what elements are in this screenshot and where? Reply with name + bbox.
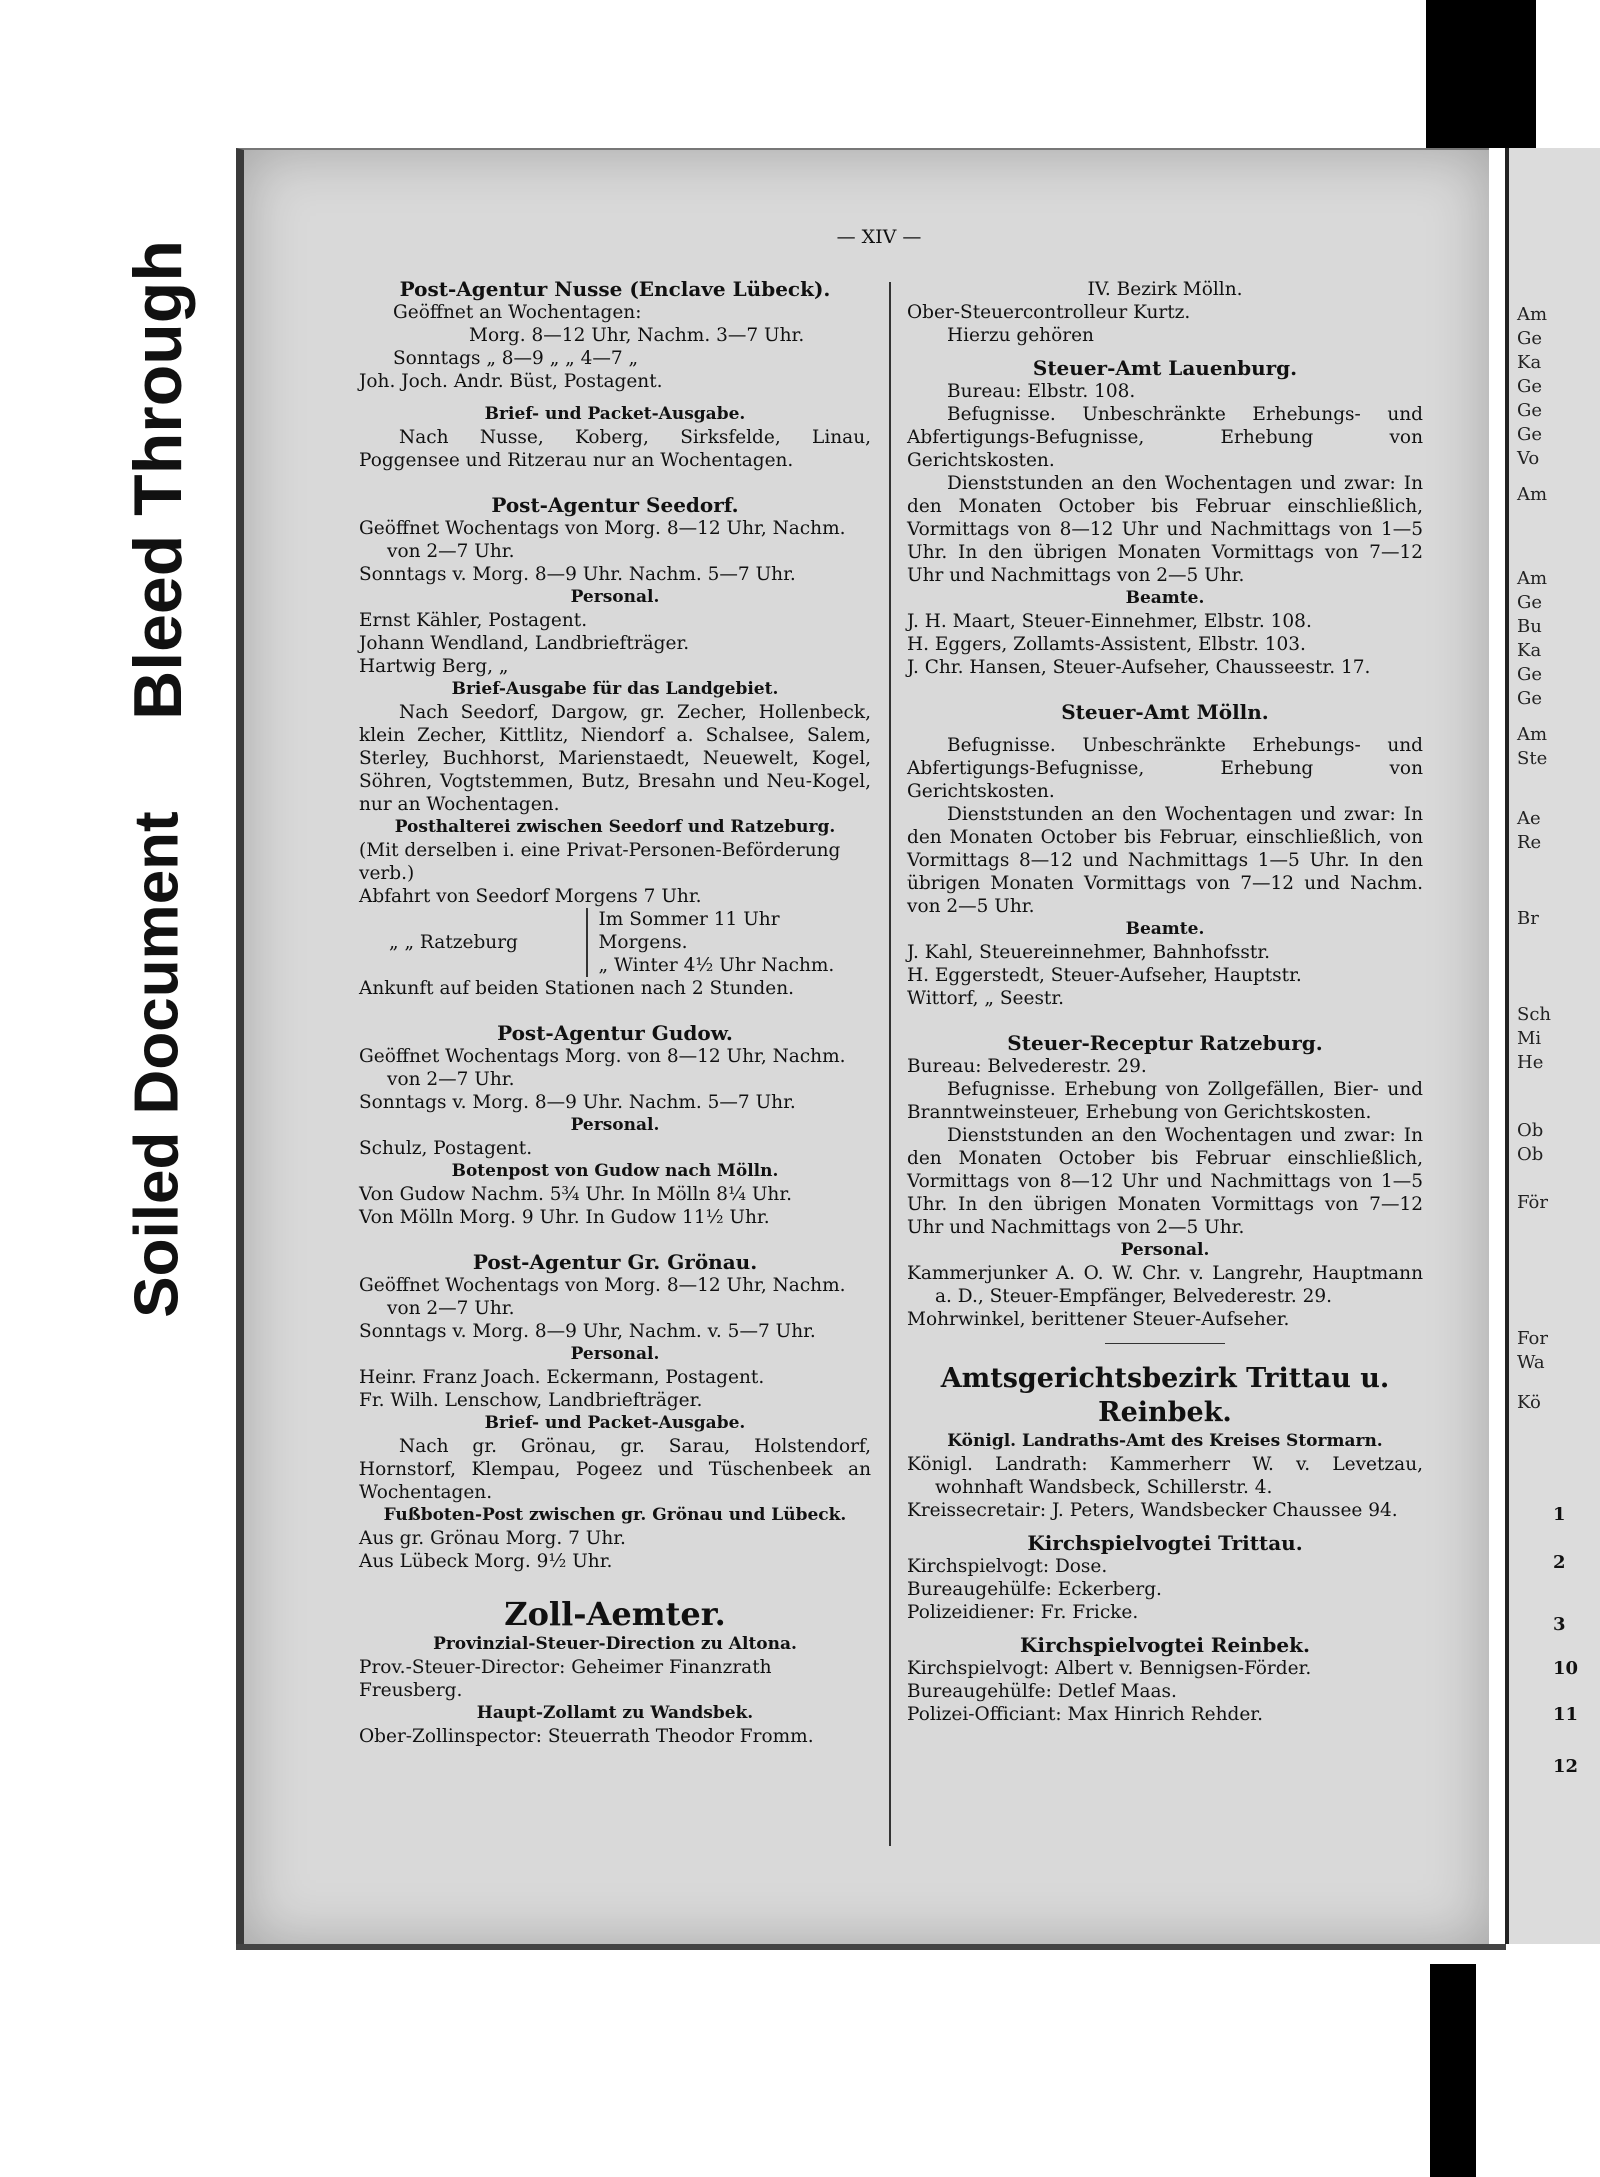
divider-rule [1105, 1343, 1225, 1344]
text-line: Königl. Landrath: Kammerherr W. v. Levetzau, wohnhaft Wandsbeck, Schillerstr. 4. [907, 1454, 1423, 1498]
section-title-large: Zoll-Aemter. [504, 1595, 726, 1633]
text-line: Wittorf, „ Seestr. [907, 988, 1065, 1009]
adjacent-fragment: Wa [1517, 1352, 1545, 1373]
paragraph: Dienststunden an den Wochentagen und zwar: In den Monaten October bis Februar einschließlich, Vormittags von 8—12 Uhr und Nachmittags von 1—5 Uhr. In den übrigen Monaten Vormittags von 7—12 Uhr und Nachmittags von 2—5 Uhr. [907, 473, 1423, 586]
text-line: „ „ Ratzeburg [389, 932, 518, 953]
page-number: — XIV — [836, 226, 922, 248]
adjacent-fragment: Ob [1517, 1144, 1544, 1165]
text-line: Sonntags v. Morg. 8—9 Uhr. Nachm. 5—7 Uhr. [359, 1092, 796, 1113]
text-line: Ernst Kähler, Postagent. [359, 610, 588, 631]
text-line: Polizei-Officiant: Max Hinrich Rehder. [907, 1704, 1263, 1725]
adjacent-number: 11 [1553, 1704, 1579, 1725]
text-line: Von Mölln Morg. 9 Uhr. In Gudow 11½ Uhr. [359, 1207, 770, 1228]
adjacent-fragment: Ge [1517, 328, 1543, 349]
text-line: Hierzu gehören [947, 325, 1094, 346]
paragraph: Befugnisse. Unbeschränkte Erhebungs- und Abfertigungs-Befugnisse, Erhebung von Gerichtskosten. [907, 404, 1423, 471]
text-line: Bureaugehülfe: Detlef Maas. [907, 1681, 1177, 1702]
text-line: H. Eggers, Zollamts-Assistent, Elbstr. 103. [907, 634, 1306, 655]
paragraph: Nach Nusse, Koberg, Sirksfelde, Linau, Poggensee und Ritzerau nur an Wochentagen. [359, 427, 871, 471]
text-line: Polizeidiener: Fr. Fricke. [907, 1602, 1139, 1623]
adjacent-fragment: Ge [1517, 664, 1543, 685]
text-line: Aus gr. Grönau Morg. 7 Uhr. [359, 1528, 626, 1549]
text-line: Heinr. Franz Joach. Eckermann, Postagent. [359, 1367, 765, 1388]
bleed-through-stamp [76, 202, 239, 758]
adjacent-fragment: He [1517, 1052, 1544, 1073]
right-column [907, 278, 1423, 1726]
text-line: Bureaugehülfe: Eckerberg. [907, 1579, 1162, 1600]
document-page [236, 148, 1489, 1946]
paragraph: Dienststunden an den Wochentagen und zwar: In den Monaten October bis Februar einschließlich, Vormittags von 8—12 Uhr und Nachmittags von 1—5 Uhr. In den übrigen Monaten Vormittags von 7—12 Uhr und Nachmittags von 2—5 Uhr. [907, 1125, 1423, 1238]
adjacent-fragment: Mi [1517, 1028, 1542, 1049]
section-title: Kirchspielvogtei Trittau. [1027, 1531, 1303, 1555]
text-line: Joh. Joch. Andr. Büst, Postagent. [359, 371, 663, 392]
subsection-title: Brief-Ausgabe für das Landgebiet. [451, 679, 779, 699]
subsection-title: Personal. [570, 1115, 660, 1135]
text-line: Johann Wendland, Landbriefträger. [359, 633, 690, 654]
district-heading: Amtsgerichtsbezirk Trittau u. Reinbek. [940, 1363, 1390, 1428]
adjacent-fragment: Vo [1517, 448, 1540, 469]
paragraph: Befugnisse. Erhebung von Zollgefällen, Bier- und Branntweinsteuer, Erhebung von Gerichtskosten. [907, 1079, 1423, 1123]
text-line: Kammerjunker A. O. W. Chr. v. Langrehr, Hauptmann a. D., Steuer-Empfänger, Belvederestr. 29. [907, 1263, 1423, 1307]
subsection-title: Personal. [570, 587, 660, 607]
adjacent-fragment: Ge [1517, 376, 1543, 397]
subsection-title: Königl. Landraths-Amt des Kreises Stormarn. [947, 1431, 1383, 1451]
adjacent-fragment: Am [1517, 724, 1548, 745]
section-title: Post-Agentur Gr. Grönau. [472, 1250, 758, 1274]
adjacent-fragment: Ob [1517, 1120, 1544, 1141]
left-column [359, 278, 871, 1748]
text-line: H. Eggerstedt, Steuer-Aufseher, Hauptstr. [907, 965, 1302, 986]
paragraph: Befugnisse. Unbeschränkte Erhebungs- und Abfertigungs-Befugnisse, Erhebung von Gerichtskosten. [907, 735, 1423, 802]
text-line: Mohrwinkel, berittener Steuer-Aufseher. [907, 1309, 1290, 1330]
adjacent-page [1505, 148, 1600, 1944]
soiled-document-label: Soiled Document [123, 810, 193, 1318]
adjacent-fragment: Ge [1517, 688, 1543, 709]
subsection-title: Fußboten-Post zwischen gr. Grönau und Lübeck. [383, 1505, 847, 1525]
text-line: (Mit derselben i. eine Privat-Personen-Beförderung verb.) [359, 840, 841, 884]
text-line: Morg. 8—12 Uhr, Nachm. 3—7 Uhr. [469, 325, 805, 346]
paragraph: Nach gr. Grönau, gr. Sarau, Holstendorf, Hornstorf, Klempau, Pogeez und Tüschenbeek an Wochentagen. [359, 1436, 871, 1503]
subsection-title: Personal. [1120, 1240, 1210, 1260]
section-title: Kirchspielvogtei Reinbek. [1020, 1633, 1310, 1657]
text-line: Ankunft auf beiden Stationen nach 2 Stunden. [359, 978, 795, 999]
text-line: Kirchspielvogt: Dose. [907, 1556, 1108, 1577]
text-line: Kreissecretair: J. Peters, Wandsbecker Chaussee 94. [907, 1500, 1398, 1521]
text-line: Sonntags „ 8—9 „ „ 4—7 „ [393, 348, 639, 369]
text-line: Geöffnet Wochentags von Morg. 8—12 Uhr, Nachm. von 2—7 Uhr. [359, 518, 846, 562]
text-line: Kirchspielvogt: Albert v. Bennigsen-Förder. [907, 1658, 1312, 1679]
adjacent-fragment: Sch [1517, 1004, 1552, 1025]
text-line: Geöffnet Wochentags von Morg. 8—12 Uhr, Nachm. von 2—7 Uhr. [359, 1275, 846, 1319]
adjacent-number: 2 [1553, 1552, 1566, 1573]
text-line: Ober-Zollinspector: Steuerrath Theodor Fromm. [359, 1726, 814, 1747]
adjacent-fragment: För [1517, 1192, 1548, 1213]
text-line: Von Gudow Nachm. 5¾ Uhr. In Mölln 8¼ Uhr. [359, 1184, 793, 1205]
adjacent-fragment: Ge [1517, 592, 1543, 613]
adjacent-number: 3 [1553, 1614, 1566, 1635]
adjacent-number: 12 [1553, 1756, 1579, 1777]
text-line: Geöffnet an Wochentagen: [393, 302, 642, 323]
text-line: Sonntags v. Morg. 8—9 Uhr. Nachm. 5—7 Uhr. [359, 564, 796, 585]
text-line: Bureau: Elbstr. 108. [947, 381, 1136, 402]
subsection-title: Personal. [570, 1344, 660, 1364]
text-line: Geöffnet Wochentags Morg. von 8—12 Uhr, Nachm. von 2—7 Uhr. [359, 1046, 846, 1090]
adjacent-number: 10 [1553, 1658, 1579, 1679]
soiled-document-stamp [76, 764, 239, 1364]
adjacent-fragment: Kö [1517, 1392, 1541, 1413]
text-line: Aus Lübeck Morg. 9½ Uhr. [359, 1551, 613, 1572]
subsection-title: Brief- und Packet-Ausgabe. [484, 404, 746, 424]
text-line: Schulz, Postagent. [359, 1138, 533, 1159]
section-title: Steuer-Amt Lauenburg. [1032, 356, 1298, 380]
bleed-through-label: Bleed Through [119, 240, 196, 720]
adjacent-fragment: For [1517, 1328, 1548, 1349]
adjacent-fragment: Re [1517, 832, 1542, 853]
text-line: Hartwig Berg, „ [359, 656, 509, 677]
paragraph: Nach Seedorf, Dargow, gr. Zecher, Hollenbeck, klein Zecher, Kittlitz, Niendorf a. Schalsee, Salem, Sterley, Buchhorst, Marienstaedt, Neuewelt, Kogel, Söhren, Vogtstemmen, Butz, Bresahn und Neu-Kogel, nur an Wochentagen. [359, 702, 871, 815]
section-title: Post-Agentur Gudow. [497, 1021, 733, 1045]
text-line: „ Winter 4½ Uhr Nachm. [598, 955, 835, 976]
adjacent-fragment: Ka [1517, 640, 1542, 661]
adjacent-number: 1 [1553, 1504, 1566, 1525]
column-divider [889, 282, 891, 1846]
adjacent-fragment: Ste [1517, 748, 1548, 769]
adjacent-fragment: Br [1517, 908, 1539, 929]
text-line: Im Sommer 11 Uhr Morgens. [598, 909, 780, 953]
black-page-edge-top [1426, 0, 1536, 148]
subsection-title: Botenpost von Gudow nach Mölln. [451, 1161, 779, 1181]
text-line: Prov.-Steuer-Director: Geheimer Finanzrath Freusberg. [359, 1657, 772, 1701]
adjacent-fragment: Bu [1517, 616, 1542, 637]
subsection-title: Haupt-Zollamt zu Wandsbek. [476, 1703, 754, 1723]
section-title: IV. Bezirk Mölln. [1087, 279, 1243, 300]
text-line: J. Chr. Hansen, Steuer-Aufseher, Chausseestr. 17. [907, 657, 1371, 678]
text-line: Fr. Wilh. Lenschow, Landbriefträger. [359, 1390, 703, 1411]
adjacent-fragment: Ge [1517, 424, 1543, 445]
subsection-title: Provinzial-Steuer-Direction zu Altona. [433, 1634, 797, 1654]
section-title: Steuer-Amt Mölln. [1061, 700, 1269, 724]
text-line: Sonntags v. Morg. 8—9 Uhr, Nachm. v. 5—7 Uhr. [359, 1321, 816, 1342]
adjacent-fragment: Ge [1517, 400, 1543, 421]
adjacent-fragment: Am [1517, 484, 1548, 505]
text-line: Ober-Steuercontrolleur Kurtz. [907, 302, 1191, 323]
black-page-edge-bottom [1430, 1964, 1476, 2177]
section-title: Post-Agentur Seedorf. [491, 493, 739, 517]
text-line: J. Kahl, Steuereinnehmer, Bahnhofsstr. [907, 942, 1271, 963]
section-title: Steuer-Receptur Ratzeburg. [1007, 1031, 1323, 1055]
text-line: Bureau: Belvederestr. 29. [907, 1056, 1147, 1077]
subsection-title: Beamte. [1125, 588, 1205, 608]
adjacent-fragment: Am [1517, 568, 1548, 589]
subsection-title: Posthalterei zwischen Seedorf und Ratzeburg. [394, 817, 836, 837]
subsection-title: Beamte. [1125, 919, 1205, 939]
page-bottom-edge [236, 1944, 1506, 1950]
adjacent-fragment: Ka [1517, 352, 1542, 373]
text-line: Abfahrt von Seedorf Morgens 7 Uhr. [359, 886, 702, 907]
section-title: Post-Agentur Nusse (Enclave Lübeck). [399, 277, 831, 301]
text-line: J. H. Maart, Steuer-Einnehmer, Elbstr. 108. [907, 611, 1312, 632]
subsection-title: Brief- und Packet-Ausgabe. [484, 1413, 746, 1433]
adjacent-fragment: Ae [1517, 808, 1541, 829]
paragraph: Dienststunden an den Wochentagen und zwar: In den Monaten October bis Februar, einschließlich, von Vormittags 8—12 und Nachmittags 1—5 Uhr. In den übrigen Monaten Vormittags von 7—12 und Nachm. von 2—5 Uhr. [907, 804, 1423, 917]
adjacent-fragment: Am [1517, 304, 1548, 325]
